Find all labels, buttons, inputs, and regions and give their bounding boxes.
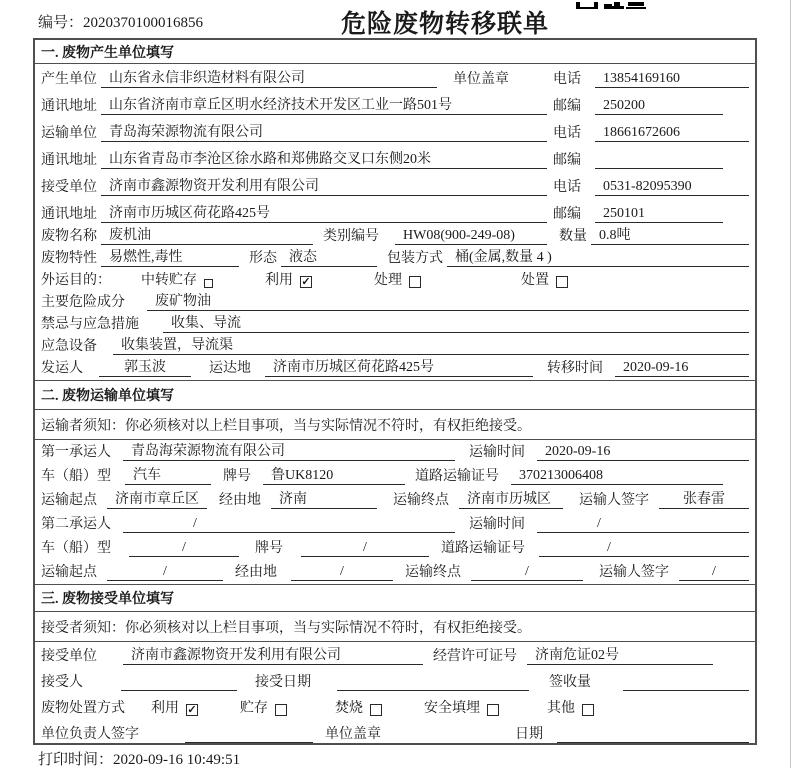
row-waste-name bbox=[35, 226, 755, 248]
doc-number-label: 编号： bbox=[38, 15, 84, 31]
cb-burn-checkbox bbox=[370, 704, 382, 716]
accept-unit-label: 接受单位 bbox=[41, 649, 97, 664]
form-label: 形态 bbox=[249, 251, 277, 266]
transfer-form-table bbox=[33, 38, 757, 745]
accept-unit-value: 济南市鑫源物资开发利用有限公司 bbox=[123, 644, 423, 665]
receiver-value: 济南市鑫源物资开发利用有限公司 bbox=[101, 175, 547, 196]
waste-name-value: 废机油 bbox=[101, 224, 313, 245]
date2-label: 日期 bbox=[515, 727, 543, 742]
time1-value: 2020-09-16 bbox=[537, 444, 749, 461]
shipper-value: 郭玉波 bbox=[99, 356, 191, 377]
addr2-label: 通讯地址 bbox=[41, 153, 97, 168]
via2-value: / bbox=[291, 564, 393, 581]
carrier1-label: 第一承运人 bbox=[41, 445, 111, 460]
road-permit1-label: 道路运输证号 bbox=[415, 469, 499, 484]
time2-value: / bbox=[537, 516, 749, 533]
via2-label: 经由地 bbox=[235, 565, 277, 580]
trait-label: 废物特性 bbox=[41, 251, 97, 266]
purpose-label: 外运目的： bbox=[41, 273, 111, 288]
plate1-value: 鲁UK8120 bbox=[263, 464, 405, 485]
cb-use2-checkbox: ✓ bbox=[187, 703, 197, 716]
time2-label: 运输时间 bbox=[469, 517, 525, 532]
cb-store-label: 贮存 bbox=[240, 701, 268, 716]
origin2-value: / bbox=[107, 564, 223, 581]
vehicle1-value: 汽车 bbox=[125, 464, 211, 485]
amount-value bbox=[623, 690, 749, 691]
cb-landfill-checkbox bbox=[487, 704, 499, 716]
section1-header: 一. 废物产生单位填写 bbox=[35, 40, 755, 64]
origin2-label: 运输起点 bbox=[41, 565, 97, 580]
head-sign-value bbox=[185, 742, 313, 743]
phone2-value: 18661672606 bbox=[595, 125, 749, 142]
row-producer-address bbox=[35, 91, 755, 118]
accept-person-label: 接受人 bbox=[41, 675, 83, 690]
row-receiver-address bbox=[35, 199, 755, 226]
cb-treat-checkbox bbox=[409, 276, 421, 288]
cb-use-checkbox: ✓ bbox=[301, 275, 311, 288]
row-producer bbox=[35, 64, 755, 91]
equipment-label: 应急设备 bbox=[41, 339, 97, 354]
zip1-label: 邮编 bbox=[553, 99, 581, 114]
accept-date-label: 接受日期 bbox=[255, 675, 311, 690]
row-purpose bbox=[35, 270, 755, 292]
row-accept-unit bbox=[35, 642, 755, 668]
phone3-label: 电话 bbox=[553, 180, 581, 195]
form-value: 液态 bbox=[281, 246, 377, 267]
license-label: 经营许可证号 bbox=[433, 649, 517, 664]
row-vehicle2 bbox=[35, 536, 755, 560]
cb-store-checkbox bbox=[275, 704, 287, 716]
addr3-label: 通讯地址 bbox=[41, 207, 97, 222]
plate1-label: 牌号 bbox=[223, 469, 251, 484]
road-permit2-label: 道路运输证号 bbox=[441, 541, 525, 556]
via1-label: 经由地 bbox=[219, 493, 261, 508]
phone3-value: 0531-82095390 bbox=[595, 179, 749, 196]
category-label: 类别编号 bbox=[323, 229, 379, 244]
page-title: 危险废物转移联单 bbox=[340, 11, 550, 38]
row-shipper bbox=[35, 358, 755, 380]
transfer-time-label: 转移时间 bbox=[547, 361, 603, 376]
row-carrier1 bbox=[35, 440, 755, 464]
row-hazard bbox=[35, 292, 755, 314]
qty-value: 0.8吨 bbox=[591, 224, 749, 245]
row-vehicle1 bbox=[35, 464, 755, 488]
via1-value: 济南 bbox=[271, 488, 377, 509]
row-carrier2 bbox=[35, 512, 755, 536]
unit-seal2-label: 单位盖章 bbox=[325, 727, 381, 742]
zip1-value: 250200 bbox=[595, 98, 723, 115]
row-transporter bbox=[35, 118, 755, 145]
row-route2 bbox=[35, 560, 755, 584]
terminus2-label: 运输终点 bbox=[405, 565, 461, 580]
addr3-value: 济南市历城区荷花路425号 bbox=[101, 202, 547, 223]
receiver-label: 接受单位 bbox=[41, 180, 97, 195]
unit-seal-label: 单位盖章 bbox=[453, 72, 509, 87]
pack-value: 桶(金属,数量 4 ) bbox=[447, 246, 749, 267]
row-disposal bbox=[35, 694, 755, 720]
phone1-value: 13854169160 bbox=[595, 71, 749, 88]
date2-value bbox=[557, 742, 749, 743]
carrier-sign2-value: / bbox=[679, 564, 749, 581]
cb-burn-label: 焚烧 bbox=[335, 701, 363, 716]
cb-dispose-label: 处置 bbox=[521, 273, 549, 288]
row-route1 bbox=[35, 488, 755, 512]
terminus2-value: / bbox=[471, 564, 583, 581]
category-value: HW08(900-249-08) bbox=[395, 228, 547, 245]
zip3-label: 邮编 bbox=[553, 207, 581, 222]
taboo-label: 禁忌与应急措施 bbox=[41, 317, 139, 332]
carrier2-label: 第二承运人 bbox=[41, 517, 111, 532]
section3-header: 三. 废物接受单位填写 bbox=[35, 584, 755, 612]
addr1-label: 通讯地址 bbox=[41, 99, 97, 114]
vehicle2-label: 车（船）型 bbox=[41, 541, 111, 556]
hazard-value: 废矿物油 bbox=[147, 290, 749, 311]
origin1-label: 运输起点 bbox=[41, 493, 97, 508]
cb-transfer-checkbox bbox=[204, 279, 213, 288]
addr1-value: 山东省济南市章丘区明水经济技术开发区工业一路501号 bbox=[101, 94, 547, 115]
phone2-label: 电话 bbox=[553, 126, 581, 141]
road-permit1-value: 370213006408 bbox=[511, 468, 723, 485]
row-accept-person bbox=[35, 668, 755, 694]
doc-number-value: 2020370100016856 bbox=[83, 15, 204, 31]
amount-label: 签收量 bbox=[549, 675, 591, 690]
accept-person-value bbox=[121, 690, 237, 691]
plate2-label: 牌号 bbox=[255, 541, 283, 556]
origin1-value: 济南市章丘区 bbox=[107, 488, 207, 509]
terminus1-label: 运输终点 bbox=[393, 493, 449, 508]
addr2-value: 山东省青岛市李沧区徐水路和郑佛路交叉口东侧20米 bbox=[101, 148, 547, 169]
qty-label: 数量 bbox=[559, 229, 587, 244]
zip2-label: 邮编 bbox=[553, 153, 581, 168]
qr-code-icon bbox=[576, 0, 656, 9]
trait-value: 易燃性,毒性 bbox=[101, 246, 239, 267]
carrier-sign1-value: 张春雷 bbox=[659, 488, 749, 509]
hazard-label: 主要危险成分 bbox=[41, 295, 125, 310]
row-equipment bbox=[35, 336, 755, 358]
carrier-sign1-label: 运输人签字 bbox=[579, 493, 649, 508]
equipment-value: 收集装置，导流渠 bbox=[113, 334, 749, 355]
cb-transfer-label: 中转贮存 bbox=[141, 273, 197, 288]
pack-label: 包装方式 bbox=[387, 251, 443, 266]
vehicle2-value: / bbox=[129, 540, 239, 557]
cb-dispose-checkbox bbox=[556, 276, 568, 288]
plate2-value: / bbox=[301, 540, 429, 557]
section2-notice: 运输者须知：你必须核对以上栏目事项，当与实际情况不符时，有权拒绝接受。 bbox=[35, 410, 755, 440]
row-receiver bbox=[35, 172, 755, 199]
phone1-label: 电话 bbox=[553, 72, 581, 87]
taboo-value: 收集、导流 bbox=[163, 312, 749, 333]
print-time-value: 2020-09-16 10:49:51 bbox=[113, 752, 241, 768]
row-taboo bbox=[35, 314, 755, 336]
transfer-time-value: 2020-09-16 bbox=[615, 360, 749, 377]
license-value: 济南危证02号 bbox=[527, 644, 713, 665]
shipper-label: 发运人 bbox=[41, 361, 83, 376]
zip2-value bbox=[595, 168, 723, 169]
cb-treat-label: 处理 bbox=[374, 273, 402, 288]
transporter-label: 运输单位 bbox=[41, 126, 97, 141]
vehicle1-label: 车（船）型 bbox=[41, 469, 111, 484]
row-head-sign bbox=[35, 720, 755, 746]
carrier1-value: 青岛海荣源物流有限公司 bbox=[123, 440, 455, 461]
print-time bbox=[38, 748, 240, 769]
print-time-label: 打印时间： bbox=[38, 752, 114, 768]
cb-landfill-label: 安全填埋 bbox=[424, 701, 480, 716]
scan-page-edge bbox=[790, 0, 791, 768]
head-sign-label: 单位负责人签字 bbox=[41, 727, 139, 742]
dest-value: 济南市历城区荷花路425号 bbox=[265, 356, 533, 377]
row-transporter-address bbox=[35, 145, 755, 172]
carrier-sign2-label: 运输人签字 bbox=[599, 565, 669, 580]
producer-value: 山东省永信非织造材料有限公司 bbox=[101, 67, 437, 88]
disposal-label: 废物处置方式 bbox=[41, 701, 125, 716]
cb-other-label: 其他 bbox=[547, 701, 575, 716]
waste-name-label: 废物名称 bbox=[41, 229, 97, 244]
cb-use-label: 利用 bbox=[265, 273, 293, 288]
cb-other-checkbox bbox=[582, 704, 594, 716]
section3-notice: 接受者须知：你必须核对以上栏目事项，当与实际情况不符时，有权拒绝接受。 bbox=[35, 612, 755, 642]
section2-header: 二. 废物运输单位填写 bbox=[35, 380, 755, 410]
carrier2-value: / bbox=[123, 516, 455, 533]
terminus1-value: 济南市历城区 bbox=[459, 488, 563, 509]
accept-date-value bbox=[337, 690, 529, 691]
zip3-value: 250101 bbox=[595, 206, 723, 223]
cb-use2-label: 利用 bbox=[151, 701, 179, 716]
transporter-value: 青岛海荣源物流有限公司 bbox=[101, 121, 547, 142]
time1-label: 运输时间 bbox=[469, 445, 525, 460]
doc-number bbox=[38, 11, 203, 32]
road-permit2-value: / bbox=[539, 540, 749, 557]
dest-label: 运达地 bbox=[209, 361, 251, 376]
row-waste-trait bbox=[35, 248, 755, 270]
producer-label: 产生单位 bbox=[41, 72, 97, 87]
